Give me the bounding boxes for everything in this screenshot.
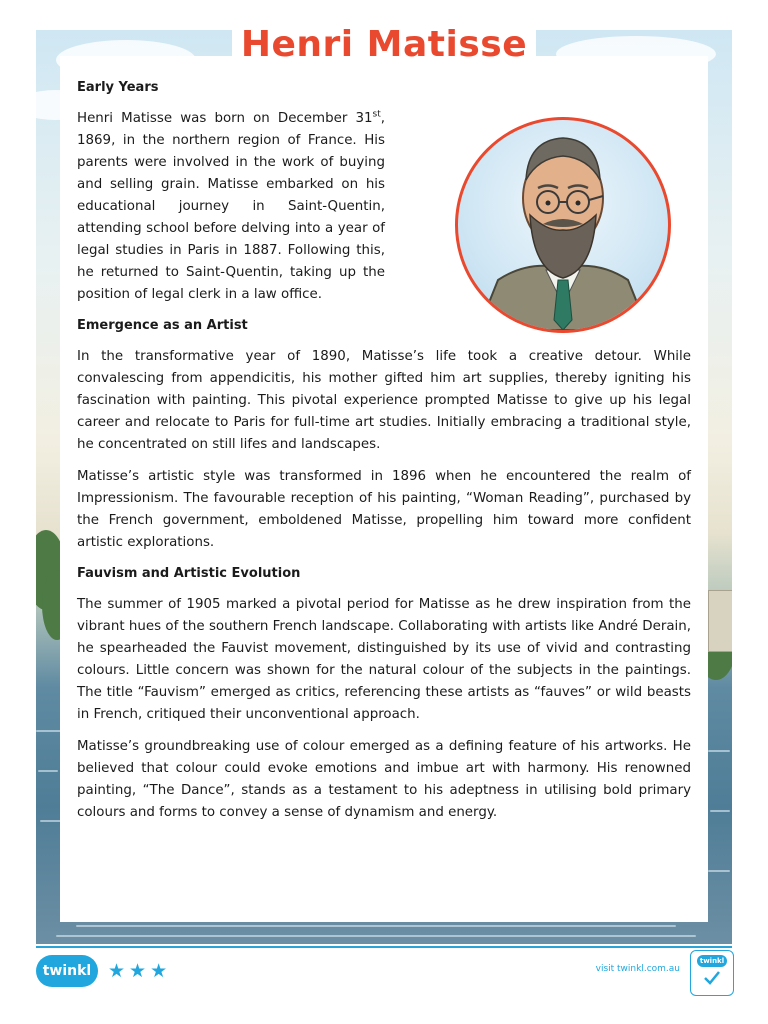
page-title: Henri Matisse xyxy=(240,24,528,65)
heading-emergence: Emergence as an Artist xyxy=(77,318,248,333)
section-early-years xyxy=(77,78,691,306)
article-body xyxy=(77,78,691,834)
section-fauvism xyxy=(77,564,691,824)
checkmark-icon xyxy=(702,969,722,987)
fauvism-paragraph-1: The summer of 1905 marked a pivotal period for Matisse as he drew inspiration from the vibrant hues of the southern French landscape. Collaborating with artists like André Derain, he spearheaded the Fauvist movement, distinguished by its use of vivid and contrasting colours. Little concern was shown for the natural colour of the subjects in the paintings. The title “Fauvism” emerged as critics, referencing these artists as “fauves” or wild beasts in French, critiqued their unconventional approach. xyxy=(77,597,691,722)
star-icon: ★ xyxy=(108,960,126,982)
heading-fauvism: Fauvism and Artistic Evolution xyxy=(77,566,301,581)
visit-link[interactable]: visit twinkl.com.au xyxy=(595,964,680,974)
rating-stars xyxy=(108,959,167,983)
early-years-paragraph: Henri Matisse was born on December 31st, 1869, in the northern region of France. His parents were involved in the work of buying and selling grain. Matisse embarked on his educational journey in Saint-Quentin, attending school before delving into a year of legal studies in Paris in 1887. Following this, he returned to Saint-Quentin, taking up the position of legal clerk in a law office. xyxy=(77,109,385,302)
footer-divider xyxy=(36,946,732,948)
section-emergence xyxy=(77,316,691,554)
fauvism-paragraph-2: Matisse’s groundbreaking use of colour emerged as a defining feature of his artworks. He believed that colour could evoke emotions and imbue art with harmony. His renowned painting, “The Dance”, stands as a testament to his adeptness in utilising bold primary colours and forms to convey a sense of dynamism and energy. xyxy=(77,739,691,820)
emergence-paragraph-2: Matisse’s artistic style was transformed in 1896 when he encountered the realm of Impressionism. The favourable reception of his painting, “Woman Reading”, purchased by the French government, emboldened Matisse, propelling him toward more confident artistic explorations. xyxy=(77,469,691,550)
heading-early-years: Early Years xyxy=(77,80,159,95)
emergence-paragraph-1: In the transformative year of 1890, Matisse’s life took a creative detour. While convalescing from appendicitis, his mother gifted him art supplies, thereby igniting his fascination with painting. This pivotal experience prompted Matisse to give up his legal career and relocate to Paris for full-time art studies. Initially embracing a traditional style, he concentrated on still lifes and landscapes. xyxy=(77,349,691,452)
twinkl-logo[interactable]: twinkl xyxy=(36,955,98,987)
quality-badge xyxy=(690,950,734,996)
star-icon: ★ xyxy=(150,960,168,982)
star-icon: ★ xyxy=(129,960,147,982)
badge-logo: twinkl xyxy=(697,955,727,967)
